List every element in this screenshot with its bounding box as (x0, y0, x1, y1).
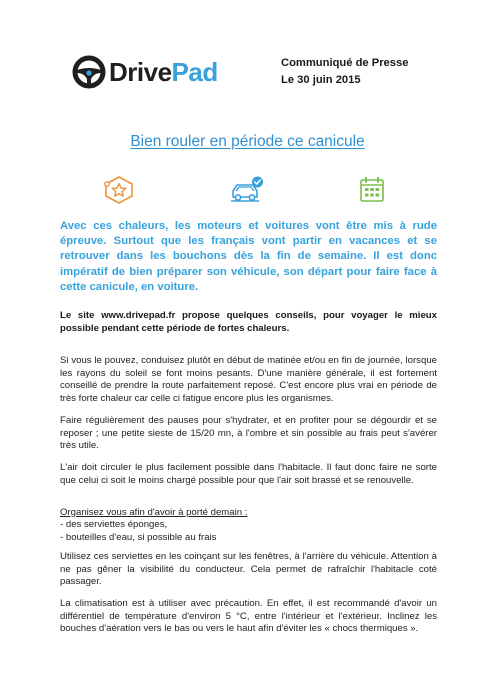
intro-paragraph: Avec ces chaleurs, les moteurs et voitures vont être mis à rude épreuve. Surtout que les français vont partir en vacances et se retrouver dans les bouchons dès la fin de semaine. Il est donc impératif de bien préparer son véhicule, son départ pour faire face à cette canicule, en voiture. (60, 220, 437, 293)
drivepad-logo (72, 52, 237, 92)
steering-wheel-icon (72, 55, 106, 89)
press-date: Le 30 juin 2015 (281, 74, 361, 86)
list-item: - des serviettes éponges, (60, 519, 168, 530)
star-badge-icon (102, 175, 136, 205)
list-title: Organisez vous afin d'avoir à porté demain : (60, 507, 248, 518)
car-check-icon (229, 175, 263, 205)
list-item: - bouteilles d'eau, si possible au frais (60, 531, 217, 543)
press-header (281, 55, 408, 89)
logo-wordmark: DrivePad (109, 57, 218, 87)
body-paragraph: Utilisez ces serviettes en les coinçant sur les fenêtres, à l'arrière du véhicule. Attention à ne pas gêner la visibilité du conducteur. Cela permet de rafraîchir l'habitacle coté passager. (60, 551, 437, 588)
website-paragraph: Le site www.drivepad.fr propose quelques conseils, pour voyager le mieux possible pendant cette période de fortes chaleurs. (60, 310, 437, 334)
body-paragraph: La climatisation est à utiliser avec précaution. En effet, il est recommandé d'avoir un différentiel de température d'environ 5 °C, entre l'intérieur et l'extérieur. Inclinez les bouches d'aération vers le bas ou vers le haut afin d'éviter les « chocs thermiques ». (60, 598, 437, 635)
body-paragraph: L'air doit circuler le plus facilement possible dans l'habitacle. Il faut donc faire ne sorte que celui ci soit le moins chargé possible pour que l'air soit brassé et se renouvelle. (60, 462, 437, 486)
body-paragraph: Si vous le pouvez, conduisez plutôt en début de matinée et/ou en fin de journée, lorsque les rayons du soleil se font moins pesants. D'une manière générale, il est fortement conseillé de prendre la route parfaitement reposé. C'est encore plus vrai en période de très forte chaleur car celle ci fatigue encore plus les organismes. (60, 355, 437, 404)
checklist (60, 519, 216, 544)
body-paragraph: Faire régulièrement des pauses pour s'hydrater, et en profiter pour se dégourdir et se reposer ; une petite sieste de 15/20 mn, à l'ombre et sin possible au frais peut s'avérer très utile. (60, 415, 437, 452)
document-title: Bien rouler en période ce canicule (130, 133, 365, 150)
press-label: Communiqué de Presse (281, 57, 409, 69)
calendar-icon (357, 175, 391, 205)
